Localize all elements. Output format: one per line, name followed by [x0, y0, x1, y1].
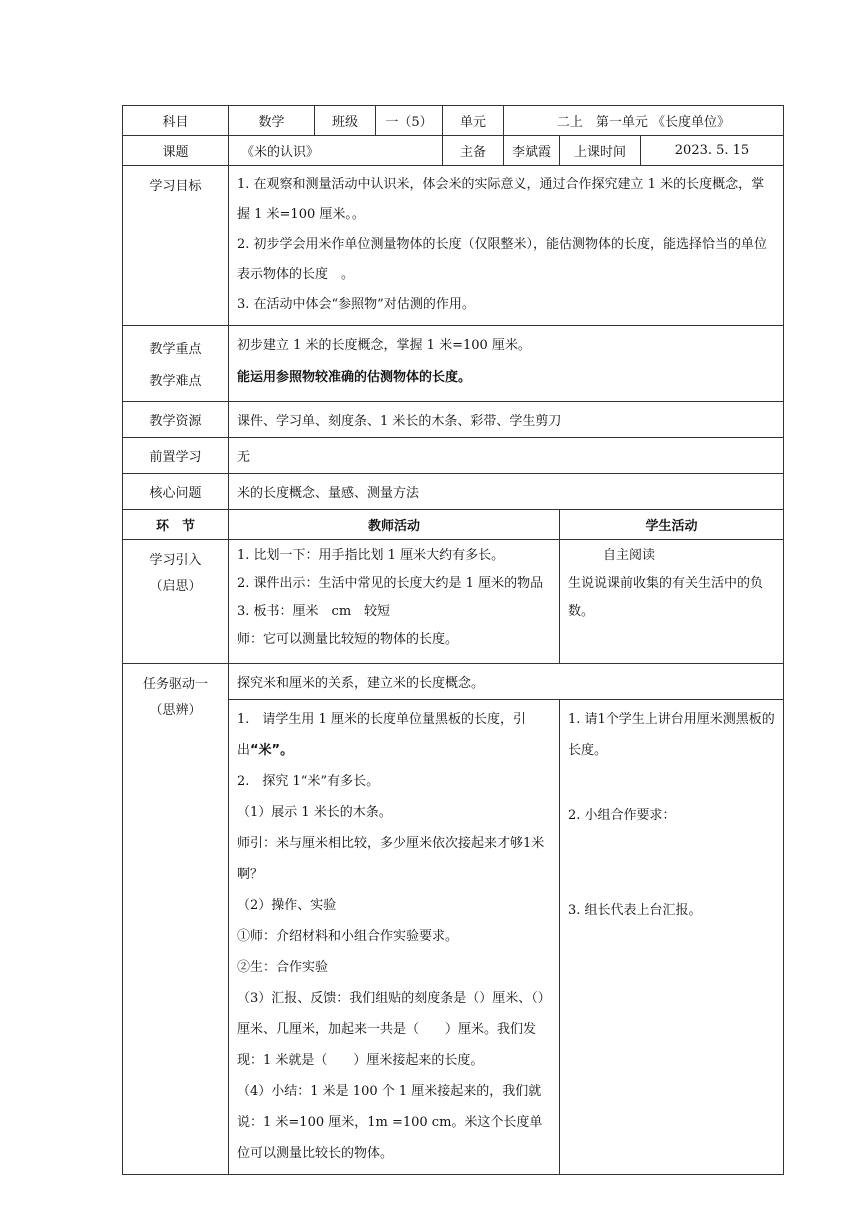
intro-student-activity	[560, 540, 784, 664]
task1-teacher-line: （3）汇报、反馈：我们组贴的刻度条是（）厘米、（）厘米、几厘米，加起来一共是（ ）厘米。我们发现：1 米就是（ ）厘米接起来的长度。	[237, 991, 551, 1068]
prestudy-value: 无	[229, 438, 784, 474]
key-points-label	[123, 326, 229, 402]
intro-teacher-line: 2. 课件出示：生活中常见的长度大约是 1 厘米的物品	[237, 576, 544, 591]
objectives-row	[123, 166, 784, 326]
objective-item: 2. 初步学会用米作单位测量物体的长度（仅限整米），能估测物体的长度，能选择恰当的单位表示物体的长度 。	[237, 237, 768, 282]
resources-label: 教学资源	[123, 402, 229, 438]
key-points-content	[229, 326, 784, 402]
task1-heading: 探究米和厘米的关系，建立米的长度概念。	[229, 664, 784, 700]
lead-value: 李斌霞	[504, 136, 560, 166]
intro-teacher-line: 1. 比划一下：用手指比划 1 厘米大约有多长。	[237, 548, 505, 563]
task1-student-line: 1. 请1个学生上讲台用厘米测黑板的长度。	[568, 712, 775, 758]
meter-emphasis: “米”。	[250, 743, 294, 758]
topic-label: 课题	[123, 136, 229, 166]
header-row-1	[123, 106, 784, 136]
unit-value: 二上 第一单元 《长度单位》	[504, 106, 784, 136]
resources-row	[123, 402, 784, 438]
core-value: 米的长度概念、量感、测量方法	[229, 474, 784, 510]
subject-value: 数学	[229, 106, 315, 136]
difficulty-label: 教学难点	[149, 374, 202, 389]
task1-teacher-line: ②生：合作实验	[237, 960, 329, 975]
objectives-list	[229, 166, 784, 326]
class-label: 班级	[315, 106, 376, 136]
intro-label: 学习引入 （启思）	[123, 540, 229, 664]
objective-item: 3. 在活动中体会“参照物”对估测的作用。	[237, 297, 475, 312]
task1-student-line: 2. 小组合作要求：	[568, 808, 676, 823]
student-column-header: 学生活动	[560, 510, 784, 540]
focus-label: 教学重点	[149, 342, 202, 357]
intro-teacher-activity	[229, 540, 560, 664]
task1-student-line: 3. 组长代表上台汇报。	[568, 903, 702, 918]
prestudy-label: 前置学习	[123, 438, 229, 474]
intro-row	[123, 540, 784, 664]
task1-teacher-line: （4）小结：1 米是 100 个 1 厘米接起来的，我们就说：1 米=100 厘米，1m =100 cm。米这个长度单位可以测量比较长的物体。	[237, 1084, 543, 1161]
intro-student-line: 自主阅读	[590, 548, 656, 563]
resources-value: 课件、学习单、刻度条、1 米长的木条、彩带、学生剪刀	[229, 402, 784, 438]
task1-teacher-line: （2）操作、实验	[237, 898, 337, 913]
lesson-plan-table	[122, 105, 784, 1175]
task1-teacher-line: （1）展示 1 米长的木条。	[237, 805, 392, 820]
task1-teacher-line: ①师：介绍材料和小组合作实验要求。	[237, 929, 459, 944]
core-label: 核心问题	[123, 474, 229, 510]
difficulty-text: 能运用参照物较准确的估测物体的长度。	[237, 370, 472, 385]
unit-label: 单元	[443, 106, 504, 136]
class-value: 一（5）	[376, 106, 443, 136]
stage-column-header: 环 节	[123, 510, 229, 540]
task1-teacher-line: 师引：米与厘米相比较，多少厘米依次接起来才够1米啊？	[237, 836, 545, 882]
intro-teacher-line: 3. 板书：厘米 cm 较短	[237, 604, 391, 619]
key-points-row	[123, 326, 784, 402]
task1-teacher-line: 1. 请学生用 1 厘米的长度单位量黑板的长度，引出“米”。	[237, 712, 526, 758]
lead-label: 主备	[443, 136, 504, 166]
column-header-row	[123, 510, 784, 540]
objective-item: 1. 在观察和测量活动中认识米，体会米的实际意义，通过合作探究建立 1 米的长度概念，掌握 1 米=100 厘米。。	[237, 177, 765, 222]
task1-heading-row	[123, 664, 784, 700]
time-value: 2023. 5. 15	[641, 136, 784, 166]
task1-label: 任务驱动一 （思辨）	[123, 664, 229, 1175]
time-label: 上课时间	[560, 136, 641, 166]
prestudy-row	[123, 438, 784, 474]
intro-student-line: 生说说课前收集的有关生活中的负数。	[568, 576, 764, 619]
task1-student-activity	[560, 700, 784, 1175]
header-row-2	[123, 136, 784, 166]
teacher-column-header: 教师活动	[229, 510, 560, 540]
core-row	[123, 474, 784, 510]
task1-teacher-line: 2. 探究 1“米”有多长。	[237, 774, 380, 789]
intro-teacher-line: 师：它可以测量比较短的物体的长度。	[237, 632, 459, 647]
task1-teacher-activity	[229, 700, 560, 1175]
topic-value: 《米的认识》	[229, 136, 443, 166]
subject-label: 科目	[123, 106, 229, 136]
objectives-label: 学习目标	[123, 166, 229, 326]
focus-text: 初步建立 1 米的长度概念，掌握 1 米=100 厘米。	[237, 338, 531, 353]
